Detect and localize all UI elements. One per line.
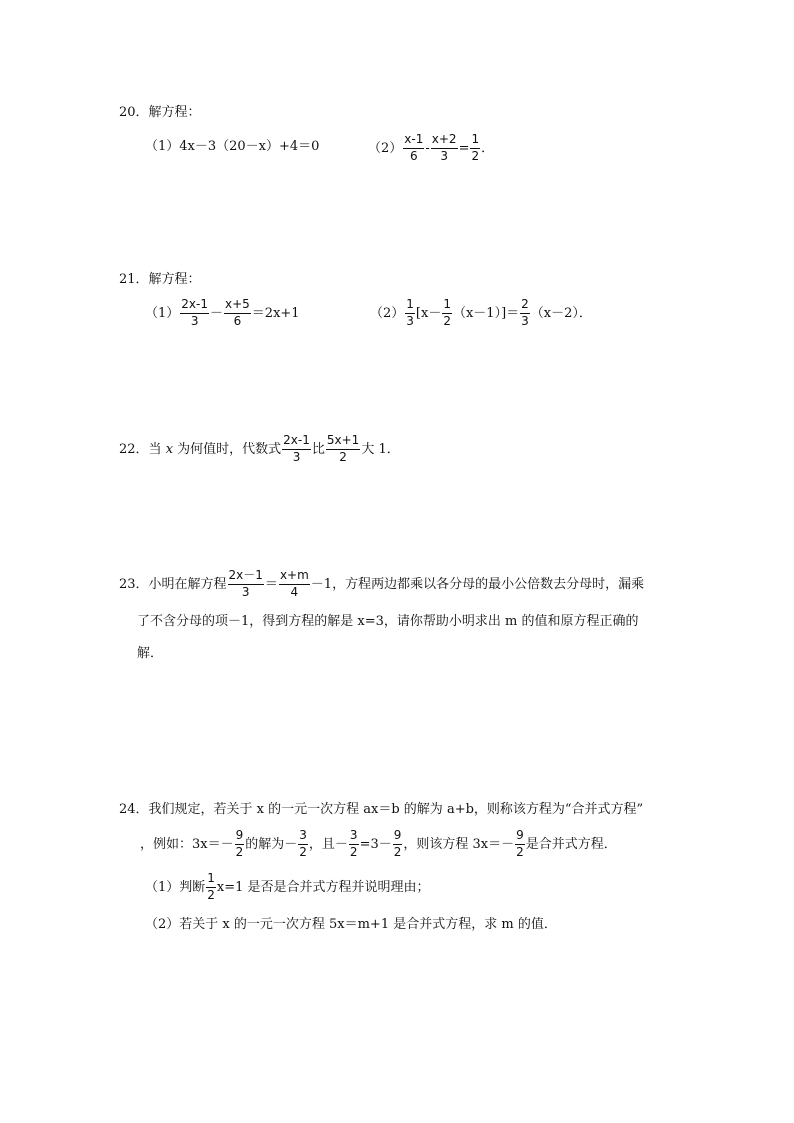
fraction bbox=[326, 434, 360, 465]
problem-22-suffix: 大 1． bbox=[361, 441, 400, 457]
text: ，且－ bbox=[308, 836, 348, 852]
text: x=1 是否是合并式方程并说明理由； bbox=[216, 879, 430, 895]
fraction bbox=[470, 133, 480, 164]
denominator: 2 bbox=[516, 844, 524, 859]
numerator: 5x+1 bbox=[326, 434, 360, 450]
problem-20-label: 20．解方程： bbox=[119, 105, 201, 120]
denominator: 6 bbox=[410, 148, 418, 163]
numerator: 2x-1 bbox=[180, 298, 209, 314]
fraction bbox=[393, 829, 403, 860]
problem-20-part-1: （1）4x－3（20－x）+4＝0 bbox=[145, 139, 320, 154]
text: 是合并式方程． bbox=[525, 836, 617, 852]
problem-21-part-1 bbox=[145, 298, 300, 329]
text: ，例如：3x＝－ bbox=[140, 836, 234, 852]
problem-20-part-2 bbox=[368, 133, 494, 164]
suffix: ． bbox=[481, 140, 495, 156]
numerator: 1 bbox=[405, 298, 415, 314]
denominator: 2 bbox=[299, 844, 307, 859]
part-1-prefix: （1） bbox=[145, 305, 180, 321]
problem-23-line-1 bbox=[119, 569, 644, 600]
numerator: x+2 bbox=[431, 133, 458, 149]
fraction bbox=[403, 133, 424, 164]
problem-23-line-2: 了不含分母的项－1，得到方程的解是 x=3，请你帮助小明求出 m 的值和原方程正确的 bbox=[137, 614, 639, 629]
denominator: 2 bbox=[471, 148, 480, 163]
denominator: 2 bbox=[235, 844, 244, 859]
denominator: 3 bbox=[406, 313, 414, 328]
operator: － bbox=[209, 305, 223, 321]
problem-24-sub-2: （2）若关于 x 的一元一次方程 5x＝m+1 是合并式方程，求 m 的值． bbox=[145, 917, 557, 932]
numerator: x+5 bbox=[224, 298, 251, 314]
numerator: 2 bbox=[520, 298, 530, 314]
problem-23-prefix: 23．小明在解方程 bbox=[119, 576, 227, 592]
fraction bbox=[206, 872, 216, 903]
denominator: 6 bbox=[233, 313, 242, 328]
numerator: 1 bbox=[442, 298, 452, 314]
denominator: 3 bbox=[440, 148, 448, 163]
numerator: x+m bbox=[279, 569, 310, 585]
fraction bbox=[298, 829, 308, 860]
problem-22-prefix: 22．当 bbox=[119, 441, 166, 457]
problem-24-line-1: 24．我们规定，若关于 x 的一元一次方程 ax＝b 的解为 a+b，则称该方程为“合并式方程” bbox=[119, 802, 644, 817]
denominator: 2 bbox=[393, 844, 402, 859]
variable: x bbox=[165, 441, 174, 457]
denominator: 2 bbox=[443, 313, 451, 328]
problem-21-part-2 bbox=[370, 298, 592, 329]
denominator: 2 bbox=[349, 844, 358, 859]
numerator: 2x－1 bbox=[228, 569, 264, 585]
text: ，则该方程 3x＝－ bbox=[403, 836, 515, 852]
fraction bbox=[431, 133, 458, 164]
fraction bbox=[405, 298, 415, 329]
fraction bbox=[349, 829, 359, 860]
denominator: 3 bbox=[292, 449, 301, 464]
part-2-prefix: （2） bbox=[370, 305, 405, 321]
fraction bbox=[279, 569, 310, 600]
problem-23-line-3: 解． bbox=[137, 646, 164, 661]
problem-23-line-1-suffix: －1，方程两边都乘以各分母的最小公倍数去分母时，漏乘 bbox=[310, 576, 645, 592]
denominator: 2 bbox=[207, 887, 215, 902]
numerator: 1 bbox=[470, 133, 480, 149]
fraction bbox=[235, 829, 245, 860]
expression: （x－1）]＝ bbox=[452, 305, 520, 321]
problem-21-label: 21．解方程： bbox=[119, 272, 201, 287]
problem-22 bbox=[119, 434, 400, 465]
text: （1）判断 bbox=[145, 879, 206, 895]
fraction bbox=[442, 298, 452, 329]
numerator: 9 bbox=[515, 829, 525, 845]
denominator: 4 bbox=[290, 584, 299, 599]
problem-22-text: 比 bbox=[311, 441, 325, 457]
numerator: x-1 bbox=[403, 133, 424, 149]
denominator: 3 bbox=[521, 313, 529, 328]
numerator: 2x-1 bbox=[282, 434, 311, 450]
numerator: 3 bbox=[349, 829, 359, 845]
suffix: （x－2）． bbox=[530, 305, 592, 321]
numerator: 3 bbox=[298, 829, 308, 845]
fraction bbox=[224, 298, 251, 329]
operator: = bbox=[458, 140, 470, 156]
numerator: 9 bbox=[393, 829, 403, 845]
fraction bbox=[282, 434, 311, 465]
part-2-prefix: （2） bbox=[368, 140, 403, 156]
denominator: 3 bbox=[241, 584, 250, 599]
fraction bbox=[180, 298, 209, 329]
problem-24-line-2 bbox=[140, 829, 617, 860]
fraction bbox=[228, 569, 264, 600]
problem-22-text: 为何值时，代数式 bbox=[173, 441, 282, 457]
fraction bbox=[515, 829, 525, 860]
denominator: 3 bbox=[190, 313, 199, 328]
numerator: 1 bbox=[206, 872, 216, 888]
equals-sign: ＝ bbox=[264, 576, 278, 592]
text: =3－ bbox=[359, 836, 392, 852]
denominator: 2 bbox=[339, 449, 347, 464]
problem-24-sub-1 bbox=[145, 872, 430, 903]
operator: - bbox=[425, 140, 430, 156]
fraction bbox=[520, 298, 530, 329]
expression: [x－ bbox=[415, 305, 442, 321]
numerator: 9 bbox=[235, 829, 245, 845]
suffix: ＝2x+1 bbox=[251, 305, 300, 321]
text: 的解为－ bbox=[245, 836, 298, 852]
